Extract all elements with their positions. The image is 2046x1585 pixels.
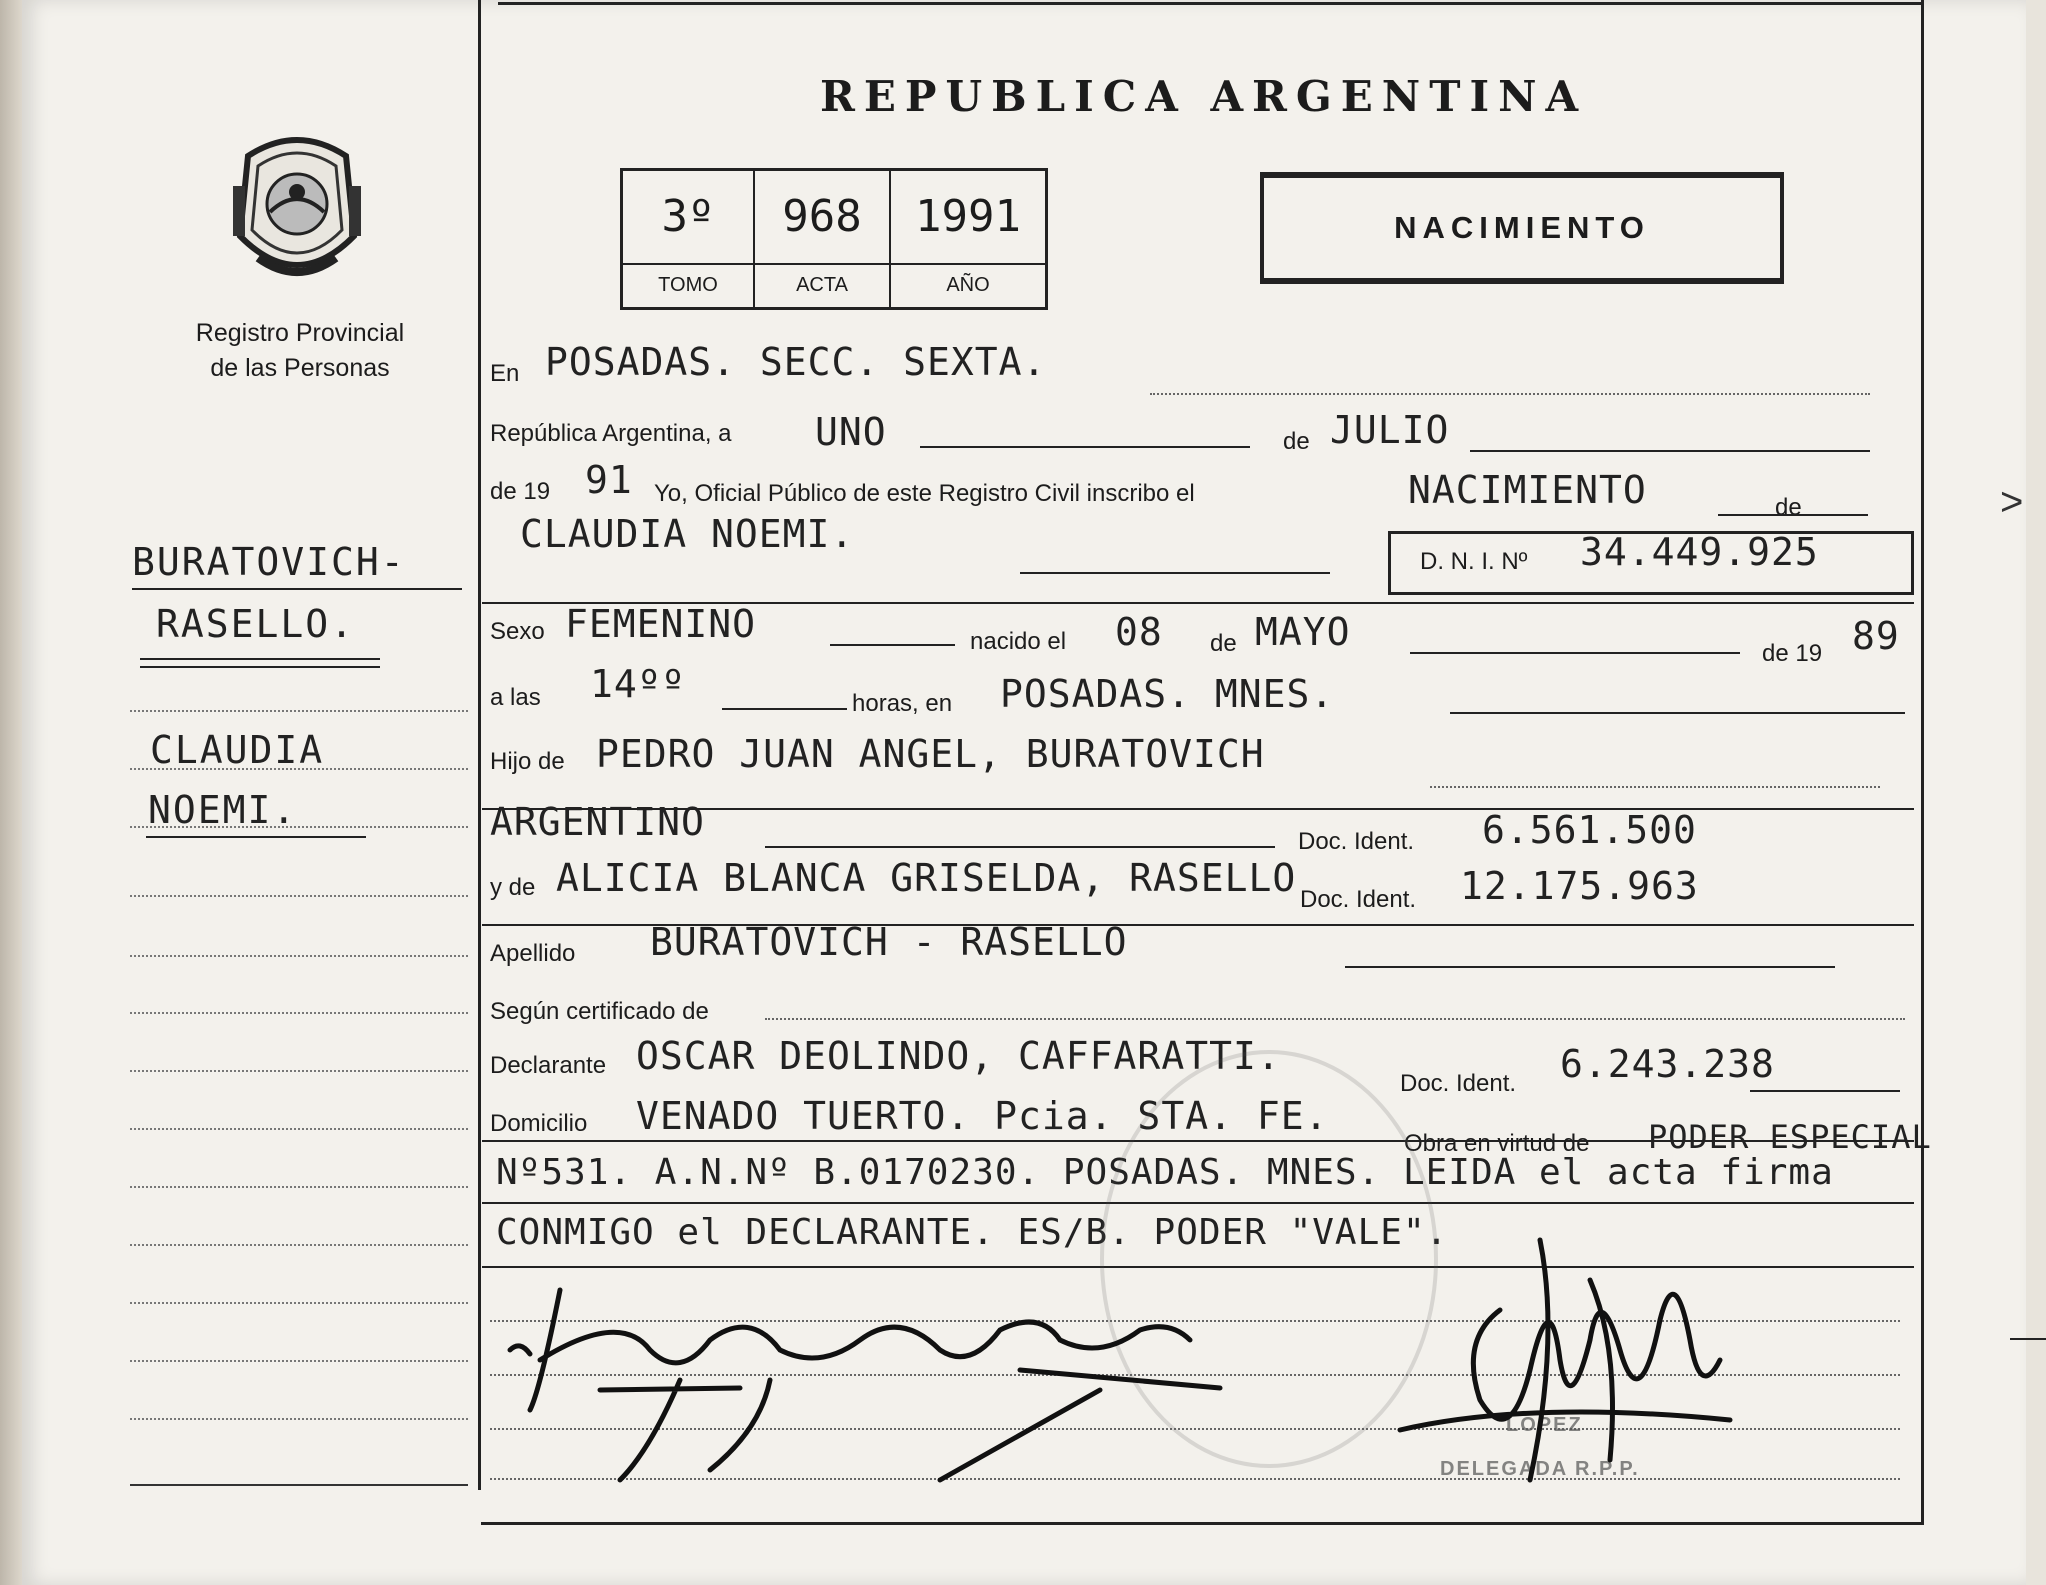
doc-label-declarante: Doc. Ident. <box>1400 1070 1517 1097</box>
fill-line <box>1410 652 1740 654</box>
margin-name-2: NOEMI. <box>148 788 298 832</box>
republica-label: República Argentina, a <box>490 420 732 447</box>
fill-line <box>1470 450 1870 452</box>
padre-doc: 6.561.500 <box>1482 808 1697 852</box>
nacido-label: nacido el <box>970 628 1067 655</box>
nombre-value: CLAUDIA NOEMI. <box>520 512 855 556</box>
margin-dotted-line <box>130 1070 468 1072</box>
obra-label: Obra en virtud de <box>1404 1130 1590 1157</box>
madre-value: ALICIA BLANCA GRISELDA, RASELLO <box>556 856 1297 900</box>
oficial-signature <box>1390 1220 1750 1490</box>
dotted-line <box>1430 786 1880 788</box>
frame-right <box>1921 0 1924 1525</box>
domicilio-value: VENADO TUERTO. Pcia. STA. FE. <box>636 1094 1329 1138</box>
stamp-line-2: DELEGADA R.P.P. <box>1440 1458 1640 1480</box>
page-title: REPUBLICA ARGENTINA <box>820 72 1588 121</box>
margin-dotted-line <box>130 955 468 957</box>
tomo-label: TOMO <box>658 274 718 296</box>
fill-line <box>1345 966 1835 968</box>
lugar-value: POSADAS. MNES. <box>1000 672 1335 716</box>
margin-rule <box>132 588 462 590</box>
hijo-label: Hijo de <box>490 748 565 775</box>
continuation-line-2: CONMIGO el DECLARANTE. ES/B. PODER "VALE". <box>496 1212 1449 1253</box>
fill-line <box>722 708 847 710</box>
nacido-mes: MAYO <box>1255 610 1351 654</box>
padre-value: PEDRO JUAN ANGEL, BURATOVICH <box>596 732 1265 776</box>
yde-label: y de <box>490 874 536 901</box>
province-seal-icon <box>228 126 366 290</box>
margin-divider <box>478 0 481 1490</box>
anio-label: AÑO <box>946 274 990 296</box>
margin-dotted-line <box>130 1360 468 1362</box>
obra-value: PODER ESPECIAL <box>1648 1118 1932 1156</box>
de-label-2: de <box>1775 494 1802 521</box>
domicilio-label: Domicilio <box>490 1110 588 1137</box>
apellido-value: BURATOVICH - RASELLO <box>650 920 1128 964</box>
anio-inscripcion: 91 <box>585 458 633 502</box>
madre-doc: 12.175.963 <box>1460 864 1699 908</box>
en-value: POSADAS. SECC. SEXTA. <box>545 340 1047 384</box>
anio-value: 1991 <box>891 171 1045 265</box>
tomo-cell <box>623 171 755 307</box>
fill-line <box>1450 712 1905 714</box>
margin-surname-1: BURATOVICH- <box>132 540 406 584</box>
de19-label: de 19 <box>490 478 551 505</box>
registro-line-2: de las Personas <box>210 354 390 382</box>
fill-line <box>1718 514 1868 516</box>
de19-label-2: de 19 <box>1762 640 1823 667</box>
fill-line <box>765 846 1275 848</box>
dotted-line <box>1150 393 1870 395</box>
inscribo-value: NACIMIENTO <box>1408 468 1647 512</box>
record-number-box <box>620 168 1048 310</box>
de-label: de <box>1283 428 1310 455</box>
doc-label-padre: Doc. Ident. <box>1298 828 1415 855</box>
margin-dotted-line <box>130 1012 468 1014</box>
nacido-anio: 89 <box>1852 614 1900 658</box>
en-label: En <box>490 360 520 387</box>
dia-value: UNO <box>815 410 887 454</box>
registro-line-1: Registro Provincial <box>195 319 405 347</box>
alas-label: a las <box>490 684 541 711</box>
hora-value: 14ºº <box>590 662 686 706</box>
dni-label: D. N. I. Nº <box>1420 548 1528 575</box>
horas-label: horas, en <box>852 690 953 717</box>
margin-dotted-line <box>130 895 468 897</box>
edge-mark <box>2010 1338 2046 1340</box>
apellido-label: Apellido <box>490 940 576 967</box>
acta-value: 968 <box>755 171 889 265</box>
stamp-line-1: LOPEZ <box>1506 1414 1583 1436</box>
margin-dotted-line <box>130 1244 468 1246</box>
record-type-box: NACIMIENTO <box>1260 172 1784 284</box>
margin-dotted-line <box>130 1418 468 1420</box>
declarante-doc: 6.243.238 <box>1560 1042 1775 1086</box>
margin-name-1: CLAUDIA <box>150 728 325 772</box>
sexo-label: Sexo <box>490 618 545 645</box>
margin-surname-2: RASELLO. <box>156 602 356 646</box>
anio-cell <box>891 171 1045 307</box>
acta-label: ACTA <box>796 274 848 296</box>
nacido-dia: 08 <box>1115 610 1163 654</box>
mes-value: JULIO <box>1330 408 1450 452</box>
acta-cell <box>755 171 891 307</box>
dni-value: 34.449.925 <box>1580 530 1819 574</box>
declarante-value: OSCAR DEOLINDO, CAFFARATTI. <box>636 1034 1281 1078</box>
margin-dotted-line <box>130 1302 468 1304</box>
declarante-signature <box>500 1270 1260 1490</box>
fill-line <box>920 446 1250 448</box>
binder-edge <box>0 0 22 1585</box>
fill-line <box>830 644 955 646</box>
margin-dotted-line <box>130 1186 468 1188</box>
doc-label-madre: Doc. Ident. <box>1300 886 1417 913</box>
margin-underline <box>140 658 380 660</box>
fill-line <box>1020 572 1330 574</box>
margin-bottom-rule <box>130 1484 468 1486</box>
margin-dotted-line <box>130 1128 468 1130</box>
margin-dotted-line <box>130 826 468 828</box>
sexo-value: FEMENINO <box>565 602 757 646</box>
registro-provincial <box>150 316 450 386</box>
margin-dotted-line <box>130 768 468 770</box>
dotted-line <box>765 1018 1905 1020</box>
padre-nacionalidad: ARGENTINO <box>490 800 705 844</box>
margin-underline <box>146 836 366 838</box>
tomo-value: 3º <box>623 171 753 265</box>
frame-top <box>498 2 1921 5</box>
continuation-line-1: Nº531. A.N.Nº B.0170230. POSADAS. MNES. LEIDA el acta firma <box>496 1152 1834 1193</box>
fill-line <box>1750 1090 1900 1092</box>
frame-bottom <box>481 1522 1924 1525</box>
oficial-label: Yo, Oficial Público de este Registro Civil inscribo el <box>654 480 1195 507</box>
segun-label: Según certificado de <box>490 998 709 1025</box>
margin-dotted-line <box>130 710 468 712</box>
declarante-label: Declarante <box>490 1052 607 1079</box>
edge-tick-mark: > <box>2000 480 2024 524</box>
margin-underline <box>140 666 380 668</box>
de-label-3: de <box>1210 630 1237 657</box>
